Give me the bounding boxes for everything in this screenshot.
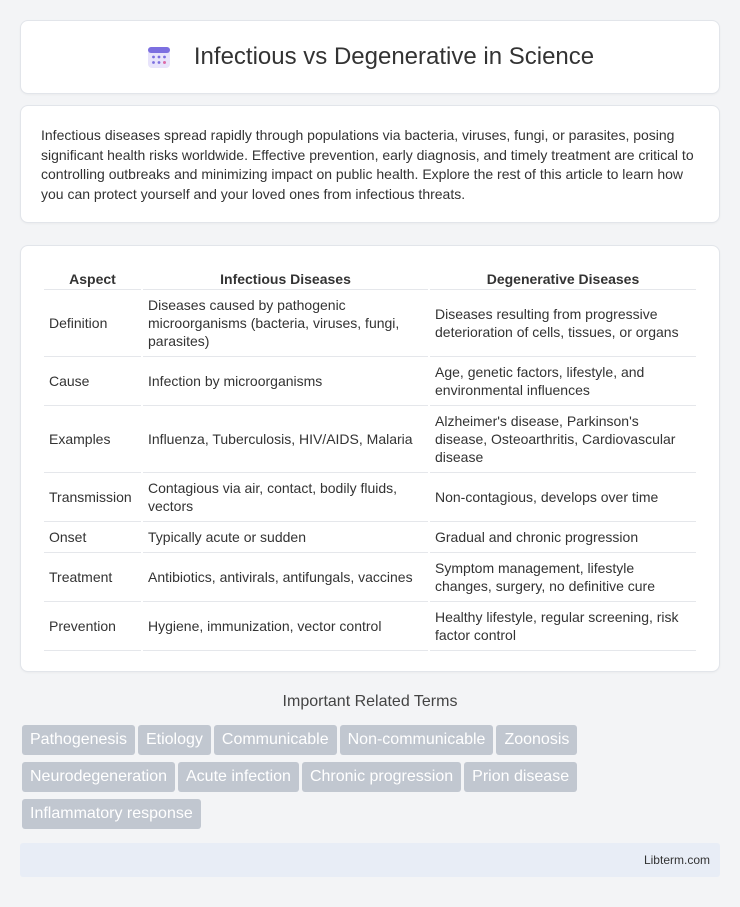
table-cell-degenerative: Diseases resulting from progressive deterioration of cells, tissues, or organs <box>430 290 696 357</box>
intro-card <box>20 105 720 223</box>
table-cell-aspect: Examples <box>44 406 141 473</box>
related-terms-tags <box>22 725 722 836</box>
table-cell-aspect: Onset <box>44 522 141 553</box>
tag-inflammatory-response[interactable]: Inflammatory response <box>22 799 201 829</box>
table-cell-infectious: Diseases caused by pathogenic microorganisms (bacteria, viruses, fungi, parasites) <box>143 290 428 357</box>
table-cell-aspect: Cause <box>44 357 141 406</box>
column-header-aspect: Aspect <box>44 266 141 290</box>
tag-etiology[interactable]: Etiology <box>138 725 211 755</box>
table-row <box>44 602 696 651</box>
table-cell-aspect: Definition <box>44 290 141 357</box>
table-cell-degenerative: Age, genetic factors, lifestyle, and environmental influences <box>430 357 696 406</box>
table-cell-degenerative: Symptom management, lifestyle changes, surgery, no definitive cure <box>430 553 696 602</box>
table-cell-degenerative: Healthy lifestyle, regular screening, risk factor control <box>430 602 696 651</box>
table-cell-infectious: Influenza, Tuberculosis, HIV/AIDS, Malaria <box>143 406 428 473</box>
table-cell-infectious: Infection by microorganisms <box>143 357 428 406</box>
table-cell-degenerative: Gradual and chronic progression <box>430 522 696 553</box>
page-title: Infectious vs Degenerative in Science <box>193 43 595 70</box>
footer <box>20 843 720 877</box>
table-row <box>44 290 696 357</box>
related-terms-title: Important Related Terms <box>282 693 458 710</box>
title-card <box>20 20 720 94</box>
table-cell-degenerative: Alzheimer's disease, Parkinson's disease, Osteoarthritis, Cardiovascular disease <box>430 406 696 473</box>
comparison-table <box>42 266 698 651</box>
table-cell-infectious: Antibiotics, antivirals, antifungals, vaccines <box>143 553 428 602</box>
tag-non-communicable[interactable]: Non-communicable <box>340 725 494 755</box>
footer-site-link[interactable]: Libterm.com <box>643 853 710 867</box>
column-header-infectious: Infectious Diseases <box>143 266 428 290</box>
table-cell-aspect: Transmission <box>44 473 141 522</box>
table-row <box>44 553 696 602</box>
table-cell-aspect: Treatment <box>44 553 141 602</box>
calendar-grid-icon <box>146 44 172 70</box>
table-cell-infectious: Typically acute or sudden <box>143 522 428 553</box>
table-row <box>44 357 696 406</box>
tag-acute-infection[interactable]: Acute infection <box>178 762 299 792</box>
tag-neurodegeneration[interactable]: Neurodegeneration <box>22 762 175 792</box>
comparison-card <box>20 245 720 672</box>
table-row <box>44 406 696 473</box>
table-header-row <box>44 266 696 290</box>
table-cell-degenerative: Non-contagious, develops over time <box>430 473 696 522</box>
intro-paragraph: Infectious diseases spread rapidly through populations via bacteria, viruses, fungi, or parasites, posing significant health risks worldwide. Effective prevention, early diagnosis, and timely treatment are critical to controlling outbreaks and minimizing impact on public health. Explore the rest of this article to learn how you can protect yourself and your loved ones from infectious threats. <box>41 127 694 202</box>
tag-communicable[interactable]: Communicable <box>214 725 337 755</box>
table-cell-infectious: Contagious via air, contact, bodily fluids, vectors <box>143 473 428 522</box>
table-row <box>44 473 696 522</box>
tag-zoonosis[interactable]: Zoonosis <box>496 725 577 755</box>
tag-chronic-progression[interactable]: Chronic progression <box>302 762 461 792</box>
table-cell-aspect: Prevention <box>44 602 141 651</box>
tag-prion-disease[interactable]: Prion disease <box>464 762 577 792</box>
table-row <box>44 522 696 553</box>
table-cell-infectious: Hygiene, immunization, vector control <box>143 602 428 651</box>
column-header-degenerative: Degenerative Diseases <box>430 266 696 290</box>
tag-pathogenesis[interactable]: Pathogenesis <box>22 725 135 755</box>
